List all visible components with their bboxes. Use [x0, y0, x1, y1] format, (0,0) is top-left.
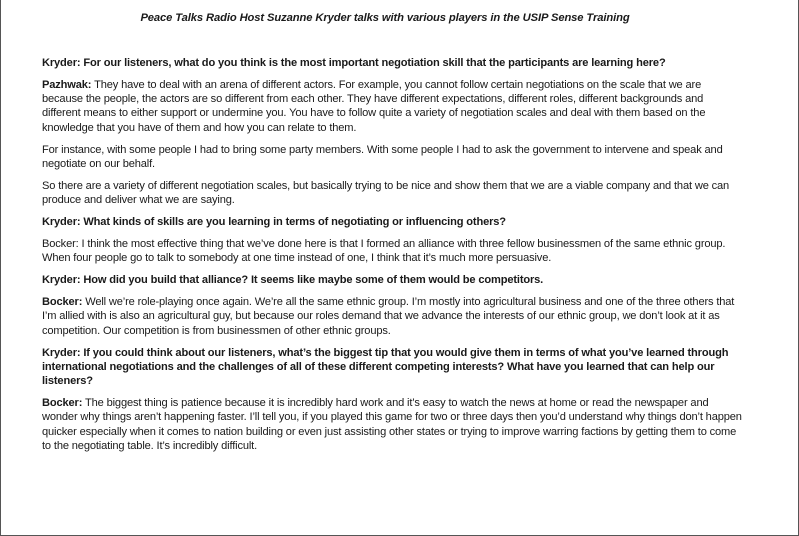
- paragraph-1: [42, 56, 742, 70]
- speaker-label: Kryder:: [42, 346, 81, 359]
- paragraph-text: The biggest thing is patience because it is incredibly hard work and it’s easy to watch the news at home or read the newspaper and wonder why things aren’t happening faster. I’ll tell you, if you played this game for two or three days then you’d understand why things don’t happen quicker especially when it comes to nation building or even just assisting other states or trying to improve warring factions by getting them to come to the negotiating table. It’s incredibly difficult.: [42, 396, 742, 452]
- speaker-label: Kryder:: [42, 274, 81, 287]
- paragraph-text: If you could think about our listeners, what’s the biggest tip that you would give them in terms of what you’ve learned through international negotiations and the challenges of all of these different competing interests? What have you learned that can help our listeners?: [42, 346, 729, 388]
- paragraph-text: For instance, with some people I had to bring some party members. With some people I had to ask the government to intervene and speak and negotiate on our behalf.: [42, 143, 723, 170]
- paragraph-text: So there are a variety of different negotiation scales, but basically trying to be nice and show them that we are a viable company and that we can produce and deliver what we are saying.: [42, 179, 730, 207]
- paragraph-text: They have to deal with an arena of different actors. For example, you cannot follow certain negotiations on the scale that we are because the people, the actors are so different from each other. They have different expectations, different roles, different backgrounds and different means to either support or undermine you. You have to follow quite a variety of negotiation scales and deal with them based on the knowledge that you have of them and how you can relate to them.: [42, 78, 706, 134]
- paragraph-7: [42, 273, 742, 287]
- speaker-label: Kryder:: [42, 216, 81, 229]
- paragraph-text: I think the most effective thing that we’ve done here is that I formed an alliance with three fellow businessmen of the same ethnic group. When four people go to talk to somebody at one time instead of one, I think that it’s much more persuasive.: [42, 237, 726, 265]
- paragraph-text: Well we’re role-playing once again. We’re all the same ethnic group. I’m mostly into agricultural business and one of the three others that I’m allied with is also an agricultural guy, but because our roles demand that we advance the interests of our ethnic group, we don’t look at it as competition. Our competition is from businessmen of other ethnic groups.: [42, 296, 735, 337]
- speaker-label: Kryder:: [42, 57, 81, 69]
- paragraph-3: [42, 143, 742, 172]
- paragraph-4: [42, 179, 742, 208]
- paragraph-10: [42, 396, 742, 453]
- speaker-label: Bocker:: [42, 296, 83, 309]
- paragraph-text: What kinds of skills are you learning in terms of negotiating or influencing others?: [83, 216, 506, 229]
- speaker-label: Pazhwak:: [42, 78, 92, 91]
- paragraph-8: [42, 295, 742, 338]
- paragraph-text: How did you build that alliance? It seems like maybe some of them would be competitors.: [83, 274, 544, 287]
- paragraph-2: [42, 78, 742, 135]
- speaker-label: Bocker:: [42, 396, 83, 409]
- speaker-label: Bocker:: [42, 237, 79, 250]
- paragraph-6: [42, 237, 742, 266]
- paragraph-5: [42, 215, 742, 229]
- page-border-left: [0, 0, 1, 536]
- document-title: Peace Talks Radio Host Suzanne Kryder talks with various players in the USIP Sense Training: [140, 12, 630, 24]
- transcript-body: [42, 56, 742, 461]
- paragraph-text: For our listeners, what do you think is the most important negotiation skill that the participants are learning here?: [83, 57, 666, 69]
- paragraph-9: [42, 346, 742, 389]
